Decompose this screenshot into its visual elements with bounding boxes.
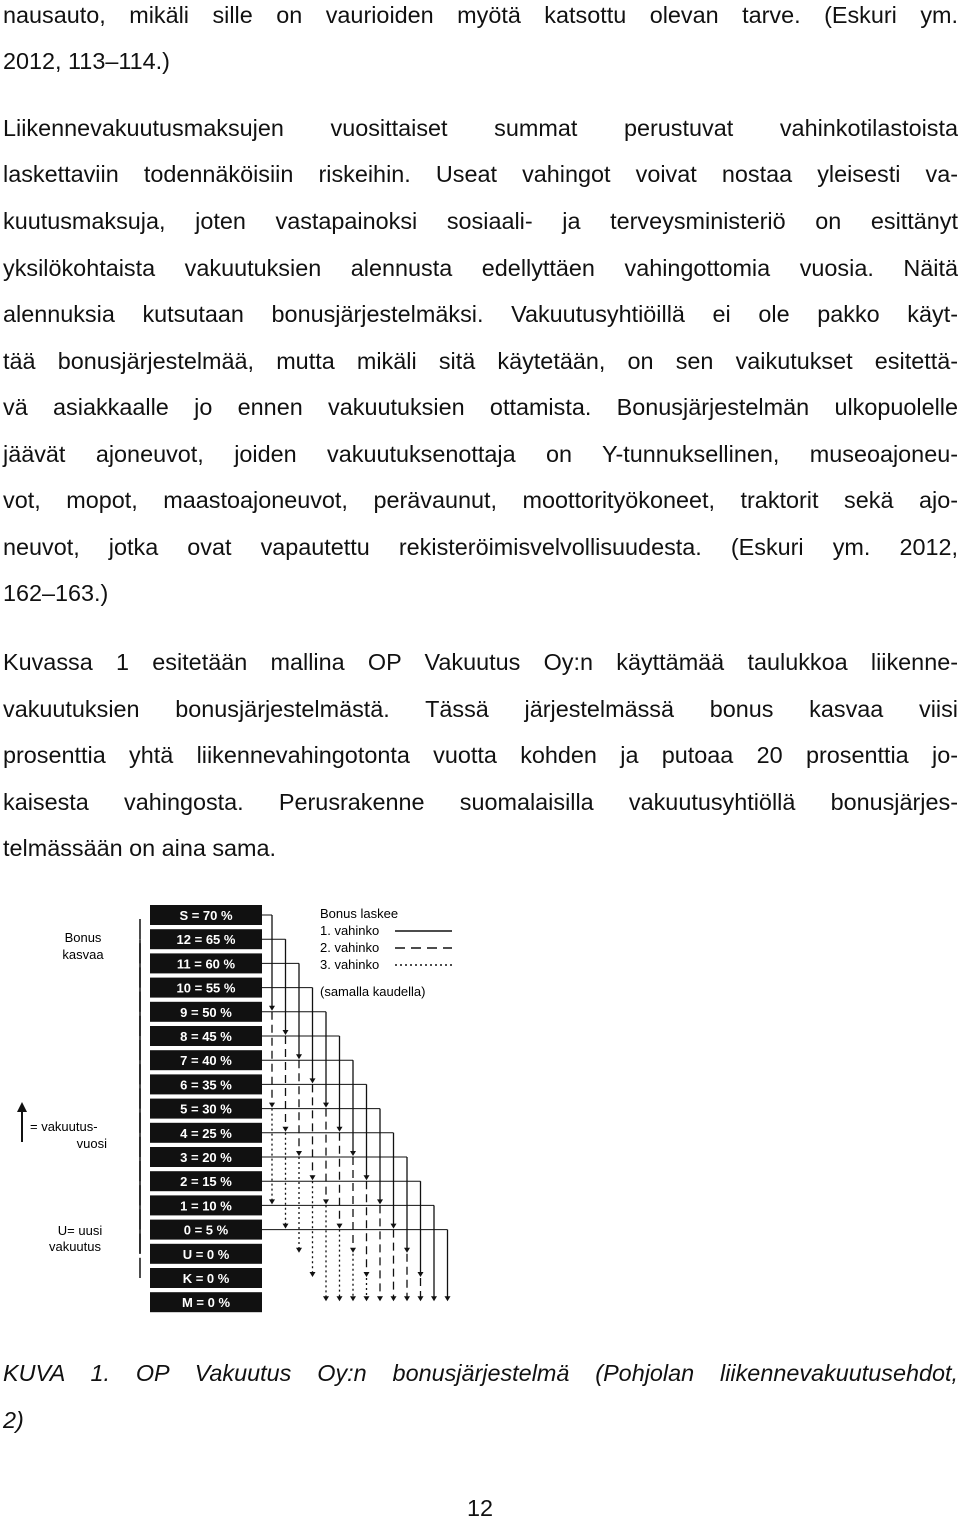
drop-arrow-head [283,1224,289,1229]
bonus-step-label: 3 = 20 % [180,1150,232,1165]
text-line: 2012, 113–114.) [3,48,170,74]
text-line: nausauto, mikäli sille on vaurioiden myötä katsottu olevan tarve. (Eskuri ym. [3,2,958,28]
drop-arrow-head [323,1296,329,1301]
bonus-step-label: 2 = 15 % [180,1174,232,1190]
drop-arrow-head [391,1296,397,1301]
drop-arrow-head [364,1272,370,1277]
drop-arrow-head [269,1199,275,1204]
text-line: Liikennevakuutusmaksujen vuosittaiset summat perustuvat vahinkotilastoista [3,115,958,141]
text-line: telmässään on aina sama. [3,835,277,861]
drop-arrow-head [418,1296,424,1301]
bonus-step-label: 11 = 60 % [176,956,236,972]
drop-arrow-head [296,1151,302,1156]
text-line: neuvot, jotka ovat vapautettu rekisteröimisvelvollisuudesta. (Eskuri ym. 2012, [3,534,958,560]
legend-title: Bonus laskee [320,906,399,921]
drop-arrow-head [431,1296,437,1301]
bonus-steps [140,905,262,1312]
drop-arrow-head [323,1103,329,1108]
bonus-step-label: 1 = 10 % [180,1198,232,1214]
bonus-kasvaa-label: Bonus [64,930,102,945]
page-number: 12 [466,1495,494,1521]
drop-arrow-head [350,1151,356,1156]
bonus-step-label: U = 0 % [182,1246,230,1262]
year-arrow-icon [17,1102,27,1142]
drop-arrow-head [377,1199,383,1204]
caption-line: 2) [3,1407,24,1433]
bonus-step-label: K = 0 % [182,1271,230,1286]
text-line: kaisesta vahingosta. Perusrakenne suomalaisilla vakuutusyhtiöllä bonusjärjes- [3,789,958,815]
drop-arrow-head [418,1272,424,1277]
figure-left-labels [17,930,107,1254]
bonus-step-label: 7 = 40 % [180,1053,232,1069]
drop-arrow-head [350,1248,356,1253]
bonus-kasvaa-label: kasvaa [62,947,104,962]
text-line: alennuksia kutsutaan bonusjärjestelmäksi. Vakuutusyhtiöillä ei ole pakko käyt- [3,301,958,327]
drop-arrow-head [269,1103,275,1108]
figure-legend [320,906,452,999]
drop-arrow-head [310,1175,316,1180]
text-line: tää bonusjärjestelmää, mutta mikäli sitä käytetään, on sen vaikutukset esitettä- [3,348,958,374]
text-line: kuutusmaksuja, joten vastapainoksi sosiaali- ja terveysministeriö on esittänyt [3,208,958,234]
drop-arrow-head [283,1127,289,1132]
text-line: vot, mopot, maastoajoneuvot, perävaunut, moottorityökoneet, traktorit sekä ajo- [3,487,958,513]
drop-arrow-head [445,1296,451,1301]
uusi-vakuutus-label: U= uusi [57,1223,103,1238]
drop-arrow-head [377,1296,383,1301]
drop-arrow-head [323,1199,329,1204]
legend-note: (samalla kaudella) [320,984,426,999]
drop-arrow-head [283,1030,289,1035]
bonus-step-label: 8 = 45 % [180,1029,232,1044]
bonus-system-figure [0,880,460,1320]
drop-arrow-head [364,1296,370,1301]
drop-arrow-head [391,1224,397,1229]
bonus-step-label: S = 70 % [179,908,233,923]
drop-arrow-head [310,1272,316,1277]
text-line: laskettaviin todennäköisiin riskeihin. Useat vahingot voivat nostaa yleisesti va- [3,161,958,187]
drop-arrow-head [404,1296,410,1301]
text-line: Kuvassa 1 esitetään mallina OP Vakuutus Oy:n käyttämää taulukkoa liikenne- [3,649,958,675]
bonus-step-label: 12 = 65 % [176,932,236,948]
bonus-step [150,905,262,925]
drop-arrow-head [404,1248,410,1253]
legend-item-3: 3. vahinko [320,957,380,972]
text-line: yksilökohtaista vakuutuksien alennusta edellyttäen vahingottomia vuosia. Näitä [3,255,958,281]
vakuutusvuosi-label: = vakuutus- [30,1119,98,1134]
text-line: jäävät ajoneuvot, joiden vakuutuksenottaja on Y-tunnuksellinen, museoajoneu- [3,441,958,467]
drop-arrow-head [337,1296,343,1301]
bonus-step-label: 10 = 55 % [176,980,236,996]
drop-arrow-head [269,1006,275,1011]
drop-arrow-head [337,1127,343,1132]
bonus-step-label: M = 0 % [181,1295,231,1311]
text-line: prosenttia yhtä liikennevahingotonta vuotta kohden ja putoaa 20 prosenttia jo- [3,742,958,768]
bonus-step-label: 0 = 5 % [183,1222,229,1238]
drop-arrow-head [296,1248,302,1253]
drop-arrow-head [350,1296,356,1301]
vakuutusvuosi-label: vuosi [76,1136,107,1151]
text-line: 162–163.) [3,580,109,606]
legend-item-1: 1. vahinko [320,923,380,938]
uusi-vakuutus-label: vakuutus [48,1239,102,1254]
caption-line: KUVA 1. OP Vakuutus Oy:n bonusjärjestelmä (Pohjolan liikennevakuutusehdot, [3,1360,958,1386]
bonus-step [150,1292,262,1312]
drop-arrow-head [337,1224,343,1229]
bonus-step-label: 6 = 35 % [180,1077,232,1093]
drop-arrow-head [364,1175,370,1180]
legend-item-2: 2. vahinko [320,940,380,955]
bonus-step-label: 4 = 25 % [180,1125,232,1141]
bonus-step-label: 9 = 50 % [180,1004,232,1020]
text-line: vakuutuksien bonusjärjestelmästä. Tässä järjestelmässä bonus kasvaa viisi [3,696,958,722]
drop-arrow-head [296,1054,302,1059]
bonus-step-label: 5 = 30 % [180,1101,232,1117]
drop-arrow-head [310,1078,316,1083]
text-line: vä asiakkaalle jo ennen vakuutuksien ottamista. Bonusjärjestelmän ulkopuolelle [3,394,958,420]
bonus-decrease-lines [262,915,451,1301]
